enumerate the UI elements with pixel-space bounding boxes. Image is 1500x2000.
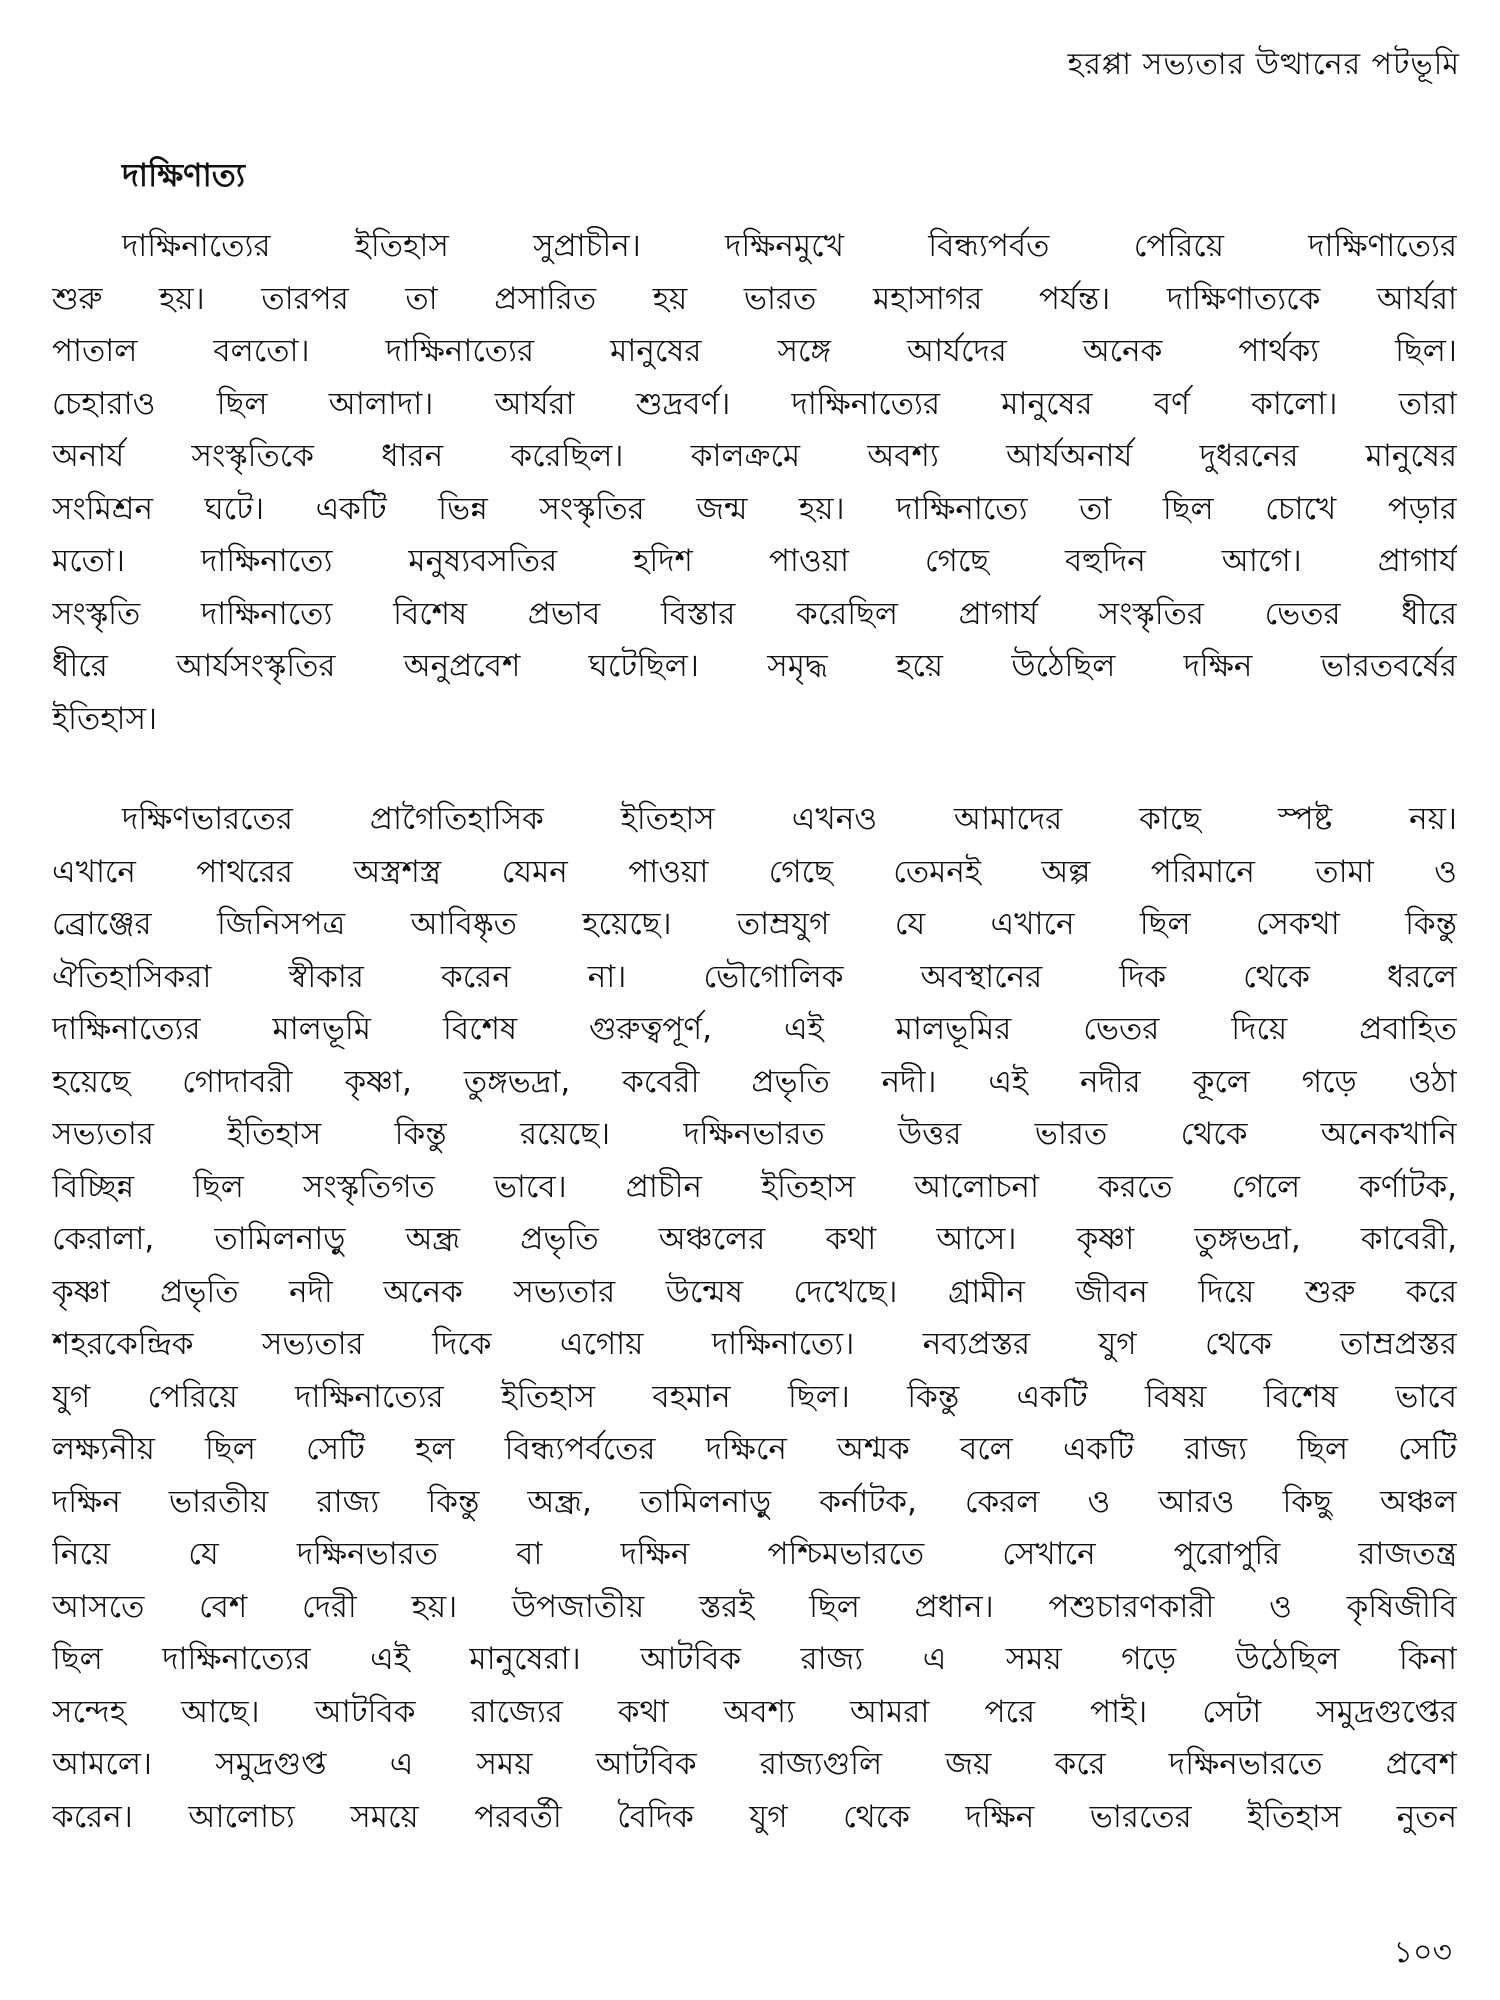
paragraph-line: বিচ্ছিন্ন ছিল সংস্কৃতিগত ভাবে। প্রাচীন ইতিহাস আলোচনা করতে গেলে কর্ণাটক, <box>52 1168 1457 1205</box>
section-heading: দাক্ষিণাত্য <box>122 156 246 194</box>
paragraph-line: সন্দেহ আছে। আটবিক রাজ্যের কথা অবশ্য আমরা পরে পাই। সেটা সমুদ্রগুপ্তের <box>52 1693 1457 1730</box>
running-header: হরপ্পা সভ্যতার উত্থানের পটভূমি <box>1067 47 1460 82</box>
paragraph-line: সংমিশ্রন ঘটে। একটি ভিন্ন সংস্কৃতির জন্ম হয়। দাক্ষিনাত্যে তা ছিল চোখে পড়ার <box>52 490 1457 527</box>
paragraph-line: সভ্যতার ইতিহাস কিন্তু রয়েছে। দক্ষিনভারত উত্তর ভারত থেকে অনেকখানি <box>52 1116 1457 1152</box>
paragraph-line: লক্ষ্যনীয় ছিল সেটি হল বিন্ধ্যপর্বতের দক্ষিনে অশ্মক বলে একটি রাজ্য ছিল সেটি <box>52 1431 1457 1467</box>
paragraph-line: চেহারাও ছিল আলাদা। আর্যরা শুদ্রবর্ণ। দাক্ষিনাত্যের মানুষের বর্ণ কালো। তারা <box>52 385 1457 422</box>
paragraph-line: দক্ষিণভারতের প্রাগৈতিহাসিক ইতিহাস এখনও আমাদের কাছে স্পষ্ট নয়। <box>122 801 1457 837</box>
paragraph-line: ইতিহাস। <box>52 700 158 737</box>
paragraph-line: দাক্ষিনাত্যের ইতিহাস সুপ্রাচীন। দক্ষিনমুখে বিন্ধ্যপর্বত পেরিয়ে দাক্ষিণাত্যের <box>122 228 1457 264</box>
paragraph-line: ব্রোঞ্জের জিনিসপত্র আবিষ্কৃত হয়েছে। তাম্রযুগ যে এখানে ছিল সেকথা কিন্তু <box>52 906 1457 942</box>
paragraph-line: ধীরে আর্যসংস্কৃতির অনুপ্রবেশ ঘটেছিল। সমৃদ্ধ হয়ে উঠেছিল দক্ষিন ভারতবর্ষের <box>52 648 1457 684</box>
paragraph-line: কৃষ্ণা প্রভৃতি নদী অনেক সভ্যতার উন্মেষ দেখেছে। গ্রামীন জীবন দিয়ে শুরু করে <box>52 1273 1457 1310</box>
paragraph-line: পাতাল বলতো। দাক্ষিনাত্যের মানুষের সঙ্গে আর্যদের অনেক পার্থক্য ছিল। <box>52 333 1457 369</box>
paragraph-line: শুরু হয়। তারপর তা প্রসারিত হয় ভারত মহাসাগর পর্যন্ত। দাক্ষিণাত্যকে আর্যরা <box>52 280 1457 317</box>
paragraph-line: দক্ষিন ভারতীয় রাজ্য কিন্তু অন্ধ্র, তামিলনাড়ু কর্নাটক, কেরল ও আরও কিছু অঞ্চল <box>52 1483 1457 1520</box>
paragraph-line: আসতে বেশ দেরী হয়। উপজাতীয় স্তরই ছিল প্রধান। পশুচারণকারী ও কৃষিজীবি <box>52 1588 1457 1625</box>
paragraph-line: এখানে পাথরের অস্ত্রশস্ত্র যেমন পাওয়া গেছে তেমনই অল্প পরিমানে তামা ও <box>52 853 1457 890</box>
paragraph-line: নিয়ে যে দক্ষিনভারত বা দক্ষিন পশ্চিমভারতে সেখানে পুরোপুরি রাজতন্ত্র <box>52 1536 1457 1572</box>
paragraph-line: মতো। দাক্ষিনাত্যে মনুষ্যবসতির হদিশ পাওয়া গেছে বহুদিন আগে। প্রাগার্য <box>52 543 1457 579</box>
paragraph-line: শহরকেন্দ্রিক সভ্যতার দিকে এগোয় দাক্ষিনাত্যে। নব্যপ্রস্তর যুগ থেকে তাম্রপ্রস্তর <box>52 1326 1457 1362</box>
paragraph-line: আমলে। সমুদ্রগুপ্ত এ সময় আটবিক রাজ্যগুলি জয় করে দক্ষিনভারতে প্রবেশ <box>52 1746 1457 1782</box>
paragraph-line: কেরালা, তামিলনাড়ু অন্ধ্র প্রভৃতি অঞ্চলের কথা আসে। কৃষ্ণা তুঙ্গভদ্রা, কাবেরী, <box>52 1221 1457 1257</box>
paragraph-line: করেন। আলোচ্য সময়ে পরবর্তী বৈদিক যুগ থেকে দক্ষিন ভারতের ইতিহাস নুতন <box>52 1798 1457 1835</box>
paragraph-line: দাক্ষিনাত্যের মালভূমি বিশেষ গুরুত্বপূর্ণ, এই মালভূমির ভেতর দিয়ে প্রবাহিত <box>52 1011 1457 1047</box>
paragraph-line: সংস্কৃতি দাক্ষিনাত্যে বিশেষ প্রভাব বিস্তার করেছিল প্রাগার্য সংস্কৃতির ভেতর ধীরে <box>52 595 1457 632</box>
paragraph-1 <box>52 220 1457 745</box>
page-number: ১০৩ <box>1393 1935 1452 1970</box>
paragraph-line: ছিল দাক্ষিনাত্যের এই মানুষেরা। আটবিক রাজ্য এ সময় গড়ে উঠেছিল কিনা <box>52 1641 1457 1677</box>
paragraph-line: যুগ পেরিয়ে দাক্ষিনাত্যের ইতিহাস বহমান ছিল। কিন্তু একটি বিষয় বিশেষ ভাবে <box>52 1378 1457 1415</box>
paragraph-line: ঐতিহাসিকরা স্বীকার করেন না। ভৌগোলিক অবস্থানের দিক থেকে ধরলে <box>52 958 1457 995</box>
paragraph-line: অনার্য সংস্কৃতিকে ধারন করেছিল। কালক্রমে অবশ্য আর্যঅনার্য দুধরনের মানুষের <box>52 438 1457 474</box>
paragraph-line: হয়েছে গোদাবরী কৃষ্ণা, তুঙ্গভদ্রা, কবেরী প্রভৃতি নদী। এই নদীর কূলে গড়ে ওঠা <box>52 1063 1457 1100</box>
paragraph-2 <box>52 793 1457 1843</box>
